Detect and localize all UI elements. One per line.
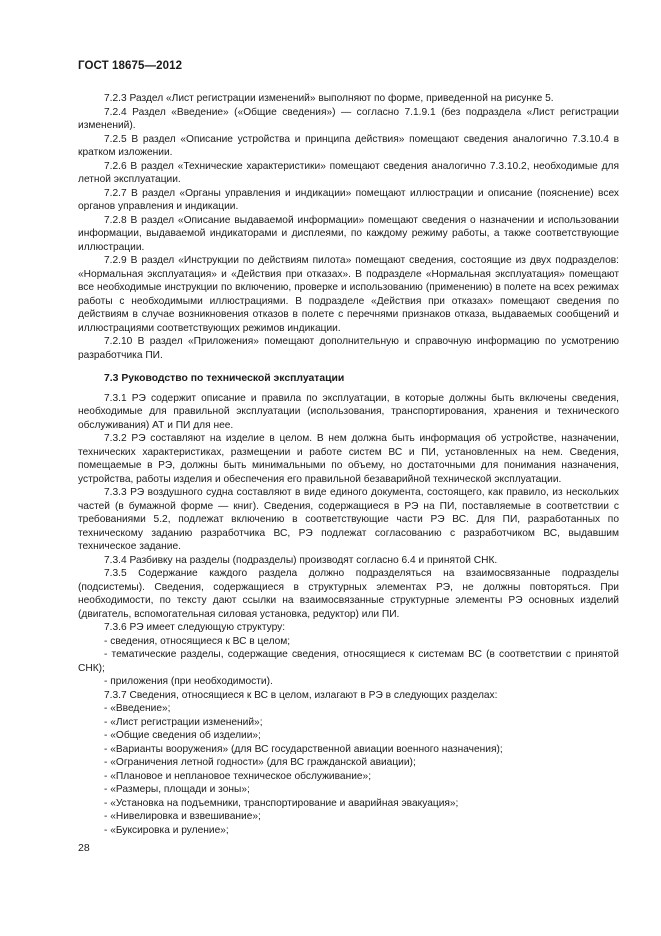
page-number: 28 bbox=[78, 842, 90, 854]
paragraph-7-3-3: 7.3.3 РЭ воздушного судна составляют в виде единого документа, состоящего, как правило, из нескольких частей (в бумажной форме — книг). Сведения, содержащиеся в РЭ на ПИ, поставляемые в соответствии с требованиями 5.2, подлежат включению в соответствующие части РЭ ВС. Для ПИ, разработанных по техническому заданию разработчика ВС, РЭ подлежат согласованию с разработчиком ВС, выдавшим техническое задание. bbox=[78, 487, 619, 552]
paragraph-7-2-7: 7.2.7 В раздел «Органы управления и индикации» помещают иллюстрации и описание (пояснение) всех органов управления и индикации. bbox=[78, 187, 619, 212]
list-item-structure-3: - приложения (при необходимости). bbox=[104, 676, 273, 687]
paragraph-7-2-6: 7.2.6 В раздел «Технические характеристики» помещают сведения аналогично 7.3.10.2, необходимые для летной эксплуатации. bbox=[78, 160, 619, 185]
paragraph-7-2-5: 7.2.5 В раздел «Описание устройства и принципа действия» помещают сведения аналогично 7.3.10.4 в кратком изложении. bbox=[78, 133, 619, 158]
list-item-section-jacking-transport: - «Установка на подъемники, транспортирование и аварийная эвакуация»; bbox=[104, 797, 459, 809]
list-item-structure-2: - тематические разделы, содержащие сведения, относящиеся к системам ВС (в соответствии с принятой СНК); bbox=[78, 649, 619, 674]
paragraph-7-3-6: 7.3.6 РЭ имеет следующую структуру: bbox=[104, 622, 286, 633]
paragraph-7-3-4: 7.3.4 Разбивку на разделы (подразделы) производят согласно 6.4 и принятой СНК. bbox=[104, 554, 498, 566]
paragraph-7-3-1: 7.3.1 РЭ содержит описание и правила по эксплуатации, в которые должны быть включены сведения, необходимые для правильной эксплуатации (использования, транспортирования, хранения и технического обслуживания) АТ и ПИ для нее. bbox=[78, 392, 619, 431]
paragraph-7-3-2: 7.3.2 РЭ составляют на изделие в целом. В нем должна быть информация об устройстве, назначении, технических характеристиках, размещении и работе систем ВС и ПИ, установленных на нем. Сведения, помещаемые в РЭ, должны быть минимальными по объему, но достаточными для понимания назначения, устройства, работы изделия и обеспечения его правильной безаварийной технической эксплуатации. bbox=[78, 433, 619, 485]
paragraph-7-2-8: 7.2.8 В раздел «Описание выдаваемой информации» помещают сведения о назначении и использовании информации, выдаваемой индикаторами и дисплеями, по каждому режиму работы, а также соответствующие иллюстрации. bbox=[78, 214, 619, 253]
list-item-section-maintenance: - «Плановое и неплановое техническое обслуживание»; bbox=[104, 770, 372, 782]
list-item-section-dimensions: - «Размеры, площади и зоны»; bbox=[104, 784, 250, 795]
list-item-section-towing-taxiing: - «Буксировка и руление»; bbox=[104, 824, 229, 836]
section-heading-7-3: 7.3 Руководство по технической эксплуатации bbox=[104, 373, 345, 384]
paragraph-7-2-4: 7.2.4 Раздел «Введение» («Общие сведения») — согласно 7.1.9.1 (без подраздела «Лист регистрации изменений). bbox=[78, 106, 619, 131]
list-item-structure-1: - сведения, относящиеся к ВС в целом; bbox=[104, 635, 291, 647]
list-item-section-introduction: - «Введение»; bbox=[104, 703, 171, 714]
list-item-section-leveling-weighing: - «Нивелировка и взвешивание»; bbox=[104, 811, 261, 822]
paragraph-7-3-7: 7.3.7 Сведения, относящиеся к ВС в целом, излагают в РЭ в следующих разделах: bbox=[104, 689, 498, 701]
paragraph-7-2-9: 7.2.9 В раздел «Инструкции по действиям пилота» помещают сведения, состоящие из двух подразделов: «Нормальная эксплуатация» и «Действия при отказах». В подразделе «Нормальная эксплуатация» помещают все необходимые инструкции по включению, проверке и использованию (применению) в полете на всех режимах работы с необходимыми иллюстрациями. В подразделе «Действия при отказах» помещают сведения по действиям в случае возникновения отказов в полете с перечнями признаков отказа, выдаваемых сообщений и иллюстрациями соответствующих режимов индикации. bbox=[78, 255, 619, 334]
list-item-section-change-log: - «Лист регистрации изменений»; bbox=[104, 716, 263, 728]
list-item-section-general-info: - «Общие сведения об изделии»; bbox=[104, 730, 261, 741]
paragraph-7-2-3: 7.2.3 Раздел «Лист регистрации изменений» выполняют по форме, приведенной на рисунке 5. bbox=[104, 93, 554, 104]
page-body bbox=[78, 92, 619, 837]
paragraph-7-2-10: 7.2.10 В раздел «Приложения» помещают дополнительную и справочную информацию по усмотрению разработчика ПИ. bbox=[78, 336, 619, 361]
document-code-header: ГОСТ 18675—2012 bbox=[78, 60, 183, 72]
list-item-section-armament: - «Варианты вооружения» (для ВС государственной авиации военного назначения); bbox=[104, 743, 503, 755]
paragraph-7-3-5: 7.3.5 Содержание каждого раздела должно подразделяться на взаимосвязанные подразделы (подсистемы). Сведения, содержащиеся в структурных элементах РЭ, не должны повторяться. При необходимости, по тексту дают ссылки на взаимосвязанные структурные элементы РЭ основных изделий (двигатель, вспомогательная силовая установка, редуктор) или ПИ. bbox=[78, 568, 619, 620]
list-item-section-airworthiness-limits: - «Ограничения летной годности» (для ВС гражданской авиации); bbox=[104, 757, 416, 768]
